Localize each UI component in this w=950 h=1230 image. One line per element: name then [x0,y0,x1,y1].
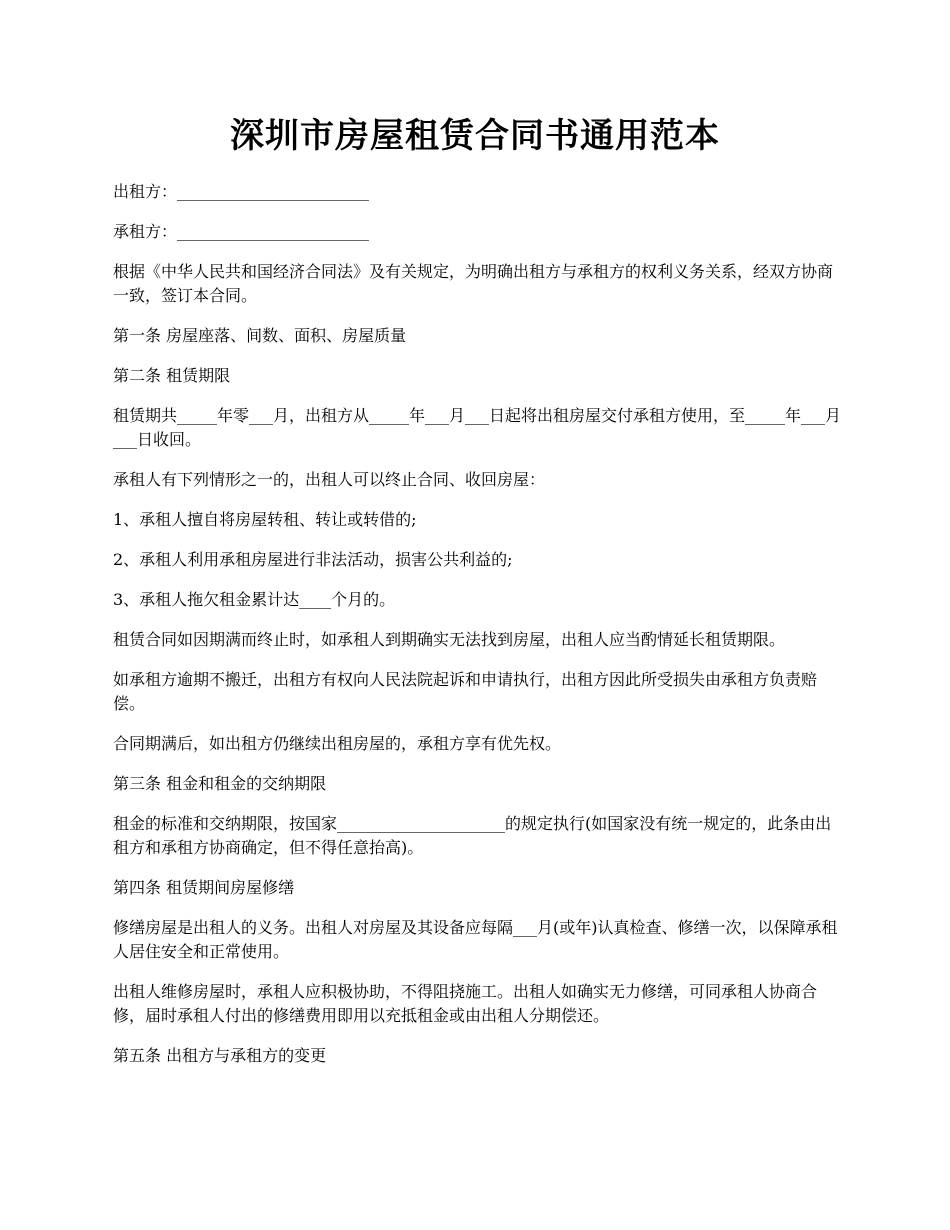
priority-paragraph: 合同期满后，如出租方仍继续出租房屋的，承租方享有优先权。 [113,734,562,753]
lessee-line: 承租方：________________________ [113,222,370,241]
article-3-heading: 第三条 租金和租金的交纳期限 [113,774,327,793]
lessor-line: 出租方：________________________ [113,182,370,201]
condition-item-3: 3、承租人拖欠租金累计达____个月的。 [113,590,396,609]
article-2-heading: 第二条 租赁期限 [113,366,231,385]
article-5-heading: 第五条 出租方与承租方的变更 [113,1046,327,1065]
preamble-paragraph: 根据《中华人民共和国经济合同法》及有关规定，为明确出租方与承租方的权利义务关系，经双方协商一致，签订本合同。 [113,262,834,305]
document-body [113,180,843,1084]
lease-term-paragraph: 租赁期共_____年零___月，出租方从_____年___月___日起将出租房屋交付承租方使用，至_____年___月___日收回。 [113,406,842,449]
article-1-heading: 第一条 房屋座落、间数、面积、房屋质量 [113,326,407,345]
overdue-move-paragraph: 如承租方逾期不搬迁，出租方有权向人民法院起诉和申请执行，出租方因此所受损失由承租方负责赔偿。 [113,670,818,713]
termination-conditions-paragraph: 承租人有下列情形之一的，出租人可以终止合同、收回房屋： [113,470,546,489]
article-4-heading: 第四条 租赁期间房屋修缮 [113,878,295,897]
repair-cooperation-paragraph: 出租人维修房屋时，承租人应积极协助，不得阻挠施工。出租人如确实无力修缮，可同承租人协商合修，届时承租人付出的修缮费用即用以充抵租金或由出租人分期偿还。 [113,982,818,1025]
document-title: 深圳市房屋租赁合同书通用范本 [230,116,720,156]
condition-item-2: 2、承租人利用承租房屋进行非法活动，损害公共利益的; [113,550,513,569]
condition-item-1: 1、承租人擅自将房屋转租、转让或转借的; [113,510,417,529]
rent-standard-paragraph: 租金的标准和交纳期限，按国家_____________________的规定执行(如国家没有统一规定的，此条由出租方和承租方协商确定，但不得任意抬高)。 [113,814,832,857]
repair-duty-paragraph: 修缮房屋是出租人的义务。出租人对房屋及其设备应每隔___月(或年)认真检查、修缮一次，以保障承租人居住安全和正常使用。 [113,918,838,961]
extension-paragraph: 租赁合同如因期满而终止时，如承租人到期确实无法找到房屋，出租人应当酌情延长租赁期限。 [113,630,786,649]
